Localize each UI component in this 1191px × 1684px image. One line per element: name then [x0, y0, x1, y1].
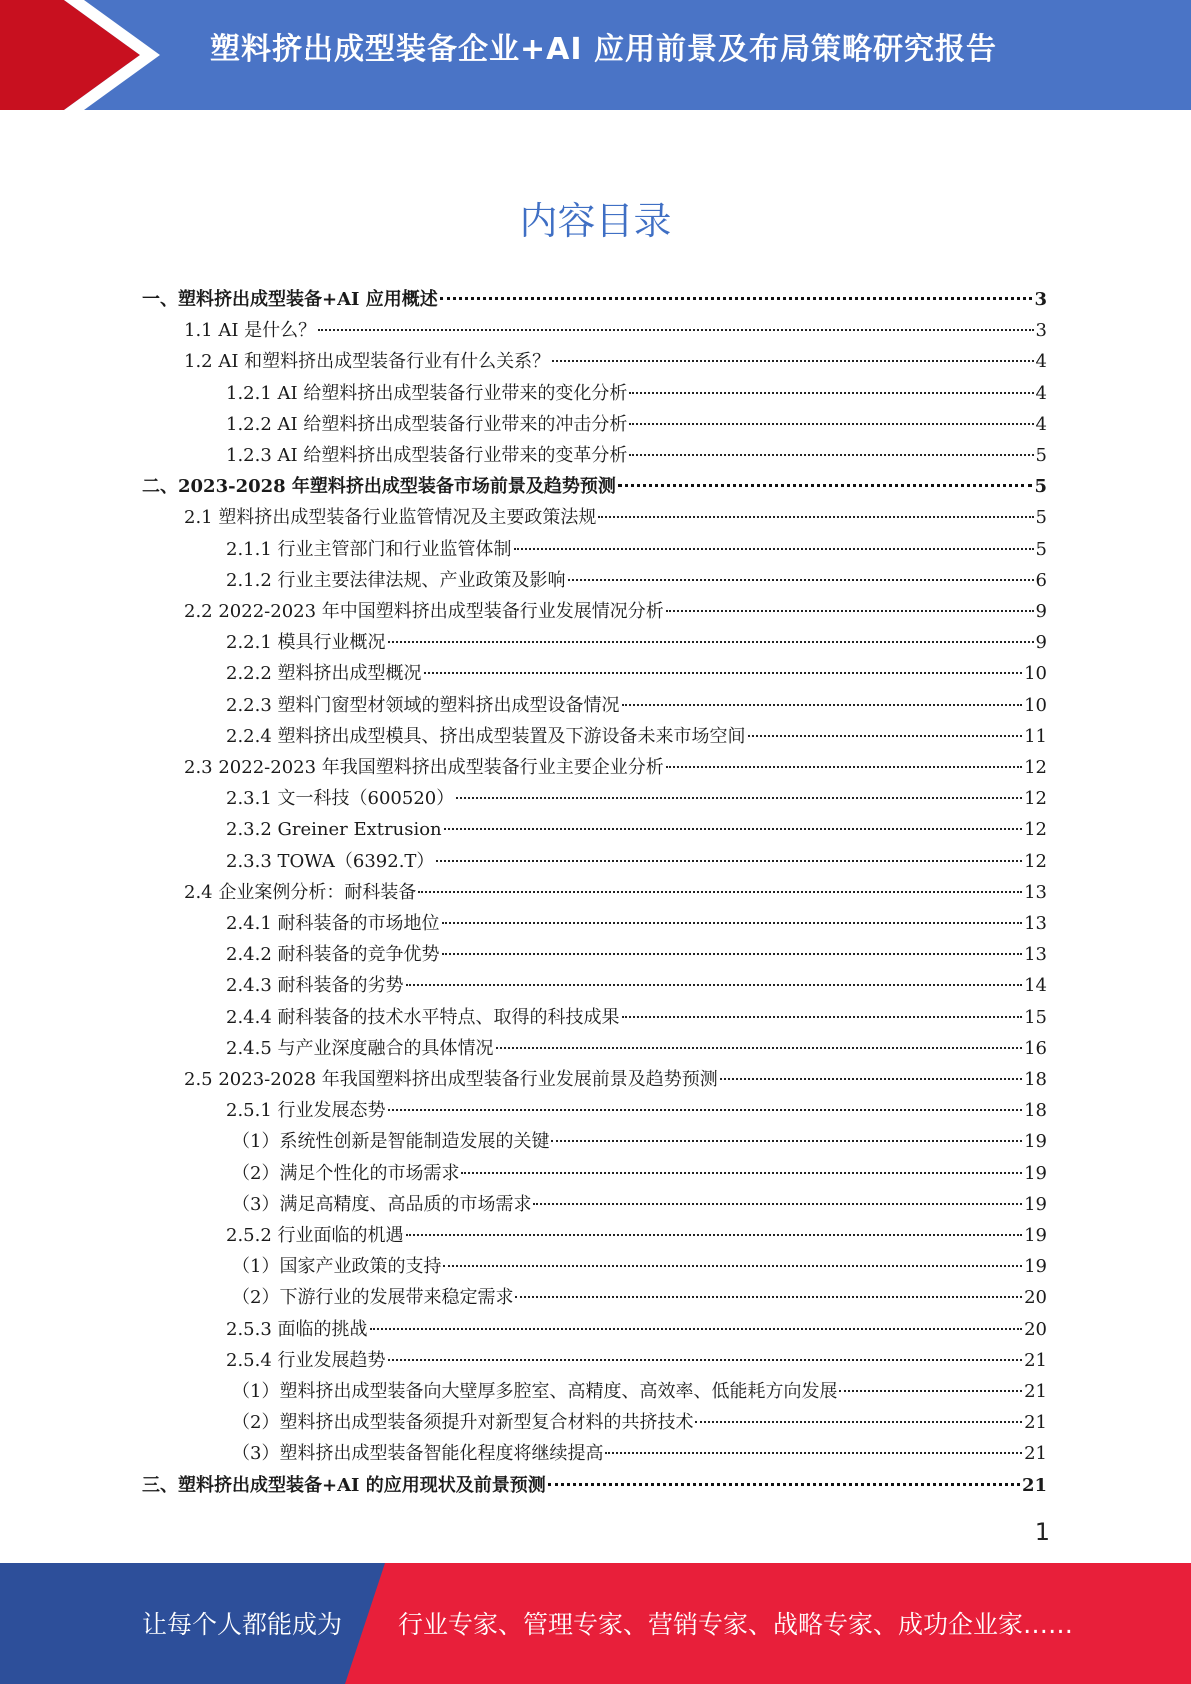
toc-entry-label: 2.2 2022-2023 年中国塑料挤出成型装备行业发展情况分析 [184, 601, 664, 622]
toc-leader-dots [629, 454, 1033, 456]
toc-leader-dots [370, 1328, 1023, 1330]
toc-entry-label: 2.2.2 塑料挤出成型概况 [226, 663, 422, 684]
toc-entry-page: 4 [1035, 351, 1047, 372]
toc-entry-page: 9 [1035, 601, 1047, 622]
report-title: 塑料挤出成型装备企业+AI 应用前景及布局策略研究报告 [210, 32, 997, 67]
toc-leader-dots [551, 1140, 1022, 1142]
toc-leader-dots [568, 579, 1034, 581]
toc-leader-dots [629, 423, 1033, 425]
toc-leader-dots [622, 1016, 1023, 1018]
toc-entry-label: 2.5.4 行业发展趋势 [226, 1350, 386, 1371]
toc-leader-dots [424, 672, 1023, 674]
toc-leader-dots [388, 1109, 1023, 1111]
toc-entry-label: （1）国家产业政策的支持 [232, 1256, 442, 1277]
toc-entry-label: 2.4.3 耐科装备的劣势 [226, 975, 404, 996]
toc-entry-page: 5 [1035, 445, 1047, 466]
toc-entry[interactable] [232, 1251, 1047, 1282]
toc-entry-label: 2.1 塑料挤出成型装备行业监管情况及主要政策法规 [184, 507, 597, 528]
toc-entry[interactable] [226, 627, 1047, 658]
toc-leader-dots [496, 1047, 1023, 1049]
toc-entry-page: 6 [1035, 570, 1047, 591]
toc-entry-label: 2.3.3 TOWA（6392.T） [226, 851, 435, 872]
toc-leader-dots [622, 704, 1023, 706]
toc-entry[interactable] [226, 1220, 1047, 1251]
toc-entry[interactable] [232, 1158, 1047, 1189]
toc-leader-dots [695, 1421, 1022, 1423]
page-number: 1 [1034, 1518, 1050, 1546]
toc-entry-label: 1.1 AI 是什么？ [184, 320, 317, 341]
toc-leader-dots [406, 984, 1023, 986]
header-banner [0, 0, 1191, 110]
toc-entry[interactable] [232, 1189, 1047, 1220]
toc-entry-page: 21 [1024, 1381, 1047, 1402]
footer-slogan-right: 行业专家、管理专家、营销专家、战略专家、成功企业家…… [398, 1610, 1074, 1639]
toc-entry-page: 21 [1024, 1443, 1047, 1464]
toc-entry[interactable] [226, 939, 1047, 970]
toc-entry[interactable] [184, 315, 1047, 346]
toc-entry[interactable] [184, 502, 1047, 533]
toc-entry-page: 16 [1024, 1038, 1047, 1059]
toc-entry[interactable] [226, 1345, 1047, 1376]
toc-entry-page: 5 [1035, 539, 1047, 560]
toc-entry-label: 2.5.1 行业发展态势 [226, 1100, 386, 1121]
toc-entry-label: 2.4.2 耐科装备的竞争优势 [226, 944, 440, 965]
toc-leader-dots [839, 1390, 1022, 1392]
toc-entry-page: 14 [1024, 975, 1047, 996]
toc-leader-dots [666, 610, 1034, 612]
toc-leader-dots [418, 891, 1022, 893]
toc-entry-page: 12 [1024, 788, 1047, 809]
toc-entry[interactable] [184, 752, 1047, 783]
toc-entry-page: 19 [1024, 1256, 1047, 1277]
toc-leader-dots [666, 766, 1022, 768]
toc-entry-label: 2.3.2 Greiner Extrusion [226, 819, 442, 840]
toc-entry-label: （3）塑料挤出成型装备智能化程度将继续提高 [232, 1443, 604, 1464]
toc-entry-label: 1.2.1 AI 给塑料挤出成型装备行业带来的变化分析 [226, 383, 628, 404]
toc-leader-dots [442, 953, 1023, 955]
toc-entry-label: 2.4.4 耐科装备的技术水平特点、取得的科技成果 [226, 1007, 620, 1028]
toc-entry-label: 1.2.3 AI 给塑料挤出成型装备行业带来的变革分析 [226, 445, 628, 466]
toc-entry-page: 19 [1024, 1163, 1047, 1184]
toc-entry[interactable] [226, 1002, 1047, 1033]
toc-leader-dots [456, 797, 1022, 799]
toc-entry[interactable] [226, 565, 1047, 596]
toc-heading: 内容目录 [519, 199, 672, 243]
toc-entry[interactable] [184, 1064, 1047, 1095]
toc-entry-page: 10 [1024, 695, 1047, 716]
toc-entry-page: 5 [1035, 507, 1047, 528]
toc-entry[interactable] [232, 1126, 1047, 1157]
toc-leader-dots [461, 1172, 1022, 1174]
toc-entry-page: 20 [1024, 1319, 1047, 1340]
toc-entry[interactable] [232, 1282, 1047, 1313]
toc-entry-page: 21 [1024, 1412, 1047, 1433]
toc-leader-dots [629, 392, 1033, 394]
toc-leader-dots [443, 1265, 1022, 1267]
toc-entry-page: 4 [1035, 414, 1047, 435]
toc-leader-dots [388, 641, 1034, 643]
toc-entry-label: 2.4.1 耐科装备的市场地位 [226, 913, 440, 934]
toc-leader-dots [436, 860, 1022, 862]
toc-entry-page: 19 [1024, 1225, 1047, 1246]
toc-leader-dots [552, 360, 1033, 362]
toc-entry-label: 2.5 2023-2028 年我国塑料挤出成型装备行业发展前景及趋势预测 [184, 1069, 718, 1090]
toc-entry-label: 2.5.2 行业面临的机遇 [226, 1225, 404, 1246]
toc-entry[interactable] [142, 284, 1047, 315]
footer-banner [0, 1563, 1191, 1684]
toc-entry-label: 2.4 企业案例分析：耐科装备 [184, 882, 417, 903]
toc-entry-label: 1.2 AI 和塑料挤出成型装备行业有什么关系？ [184, 351, 551, 372]
toc-entry[interactable] [226, 690, 1047, 721]
toc-entry-label: 2.2.1 模具行业概况 [226, 632, 386, 653]
toc-entry[interactable] [232, 1376, 1047, 1407]
toc-leader-dots [548, 1483, 1020, 1486]
toc-entry[interactable] [226, 721, 1047, 752]
toc-entry-page: 4 [1035, 383, 1047, 404]
toc-entry-label: 二、2023-2028 年塑料挤出成型装备市场前景及趋势预测 [142, 476, 616, 497]
toc-entry-label: （2）塑料挤出成型装备须提升对新型复合材料的共挤技术 [232, 1412, 694, 1433]
toc-leader-dots [444, 828, 1022, 830]
toc-entry-page: 19 [1024, 1131, 1047, 1152]
toc-entry[interactable] [226, 409, 1047, 440]
toc-leader-dots [440, 297, 1033, 300]
toc-leader-dots [618, 484, 1033, 487]
toc-entry-page: 11 [1024, 726, 1047, 747]
toc-entry-page: 13 [1024, 882, 1047, 903]
toc-entry-page: 21 [1024, 1350, 1047, 1371]
toc-entry-page: 9 [1035, 632, 1047, 653]
toc-entry-label: 1.2.2 AI 给塑料挤出成型装备行业带来的冲击分析 [226, 414, 628, 435]
toc-entry-label: （2）满足个性化的市场需求 [232, 1163, 460, 1184]
toc-entry-label: （1）塑料挤出成型装备向大壁厚多腔室、高精度、高效率、低能耗方向发展 [232, 1381, 838, 1402]
toc-leader-dots [442, 922, 1023, 924]
toc-entry[interactable] [226, 658, 1047, 689]
toc-entry[interactable] [226, 378, 1047, 409]
toc-entry-label: 2.5.3 面临的挑战 [226, 1319, 368, 1340]
toc-leader-dots [388, 1359, 1023, 1361]
toc-entry-label: （1）系统性创新是智能制造发展的关键 [232, 1131, 550, 1152]
toc-leader-dots [514, 548, 1034, 550]
toc-entry[interactable] [226, 846, 1047, 877]
toc-entry[interactable] [142, 471, 1047, 502]
toc-leader-dots [318, 329, 1033, 331]
toc-entry[interactable] [184, 877, 1047, 908]
toc-entry-page: 18 [1024, 1069, 1047, 1090]
toc-entry[interactable] [226, 783, 1047, 814]
toc-entry-page: 15 [1024, 1007, 1047, 1028]
toc-entry[interactable] [226, 908, 1047, 939]
toc-leader-dots [406, 1234, 1023, 1236]
toc-entry-label: （2）下游行业的发展带来稳定需求 [232, 1287, 514, 1308]
toc-entry[interactable] [226, 1314, 1047, 1345]
toc-entry[interactable] [232, 1407, 1047, 1438]
toc-entry-page: 12 [1024, 757, 1047, 778]
toc-entry[interactable] [226, 814, 1047, 845]
toc-entry-label: 2.2.3 塑料门窗型材领域的塑料挤出成型设备情况 [226, 695, 620, 716]
toc-entry-page: 12 [1024, 819, 1047, 840]
toc-entry-label: 三、塑料挤出成型装备+AI 的应用现状及前景预测 [142, 1475, 546, 1496]
toc-entry-label: 2.1.2 行业主要法律法规、产业政策及影响 [226, 570, 566, 591]
toc-leader-dots [533, 1203, 1022, 1205]
toc-entry[interactable] [184, 346, 1047, 377]
toc-entry-page: 12 [1024, 851, 1047, 872]
toc-entry[interactable] [232, 1438, 1047, 1469]
toc-entry[interactable] [226, 970, 1047, 1001]
toc-leader-dots [605, 1452, 1022, 1454]
toc-entry-page: 21 [1021, 1475, 1047, 1496]
toc-entry-label: 一、塑料挤出成型装备+AI 应用概述 [142, 289, 438, 310]
toc-leader-dots [748, 735, 1023, 737]
toc-entry[interactable] [226, 1033, 1047, 1064]
toc-entry-page: 3 [1035, 320, 1047, 341]
toc-entry-page: 20 [1024, 1287, 1047, 1308]
toc-entry-label: 2.4.5 与产业深度融合的具体情况 [226, 1038, 494, 1059]
toc-entry-page: 10 [1024, 663, 1047, 684]
toc-entry-label: 2.1.1 行业主管部门和行业监管体制 [226, 539, 512, 560]
toc-entry[interactable] [226, 440, 1047, 471]
toc-entry[interactable] [226, 1095, 1047, 1126]
toc-entry-label: 2.2.4 塑料挤出成型模具、挤出成型装置及下游设备未来市场空间 [226, 726, 746, 747]
toc-entry-label: 2.3.1 文一科技（600520） [226, 788, 455, 809]
toc-entry-page: 13 [1024, 913, 1047, 934]
toc-entry[interactable] [184, 596, 1047, 627]
toc-entry[interactable] [226, 534, 1047, 565]
toc-entry-label: 2.3 2022-2023 年我国塑料挤出成型装备行业主要企业分析 [184, 757, 664, 778]
toc-entry-page: 3 [1034, 289, 1047, 310]
toc-entry-page: 5 [1034, 476, 1047, 497]
toc-entry-page: 19 [1024, 1194, 1047, 1215]
toc-entry-page: 13 [1024, 944, 1047, 965]
footer-slogan-left: 让每个人都能成为 [142, 1610, 343, 1639]
toc-leader-dots [720, 1078, 1022, 1080]
toc-leader-dots [598, 516, 1033, 518]
toc-entry-label: （3）满足高精度、高品质的市场需求 [232, 1194, 532, 1215]
toc-entry[interactable] [142, 1470, 1047, 1501]
toc-entry-page: 18 [1024, 1100, 1047, 1121]
toc-leader-dots [515, 1296, 1022, 1298]
